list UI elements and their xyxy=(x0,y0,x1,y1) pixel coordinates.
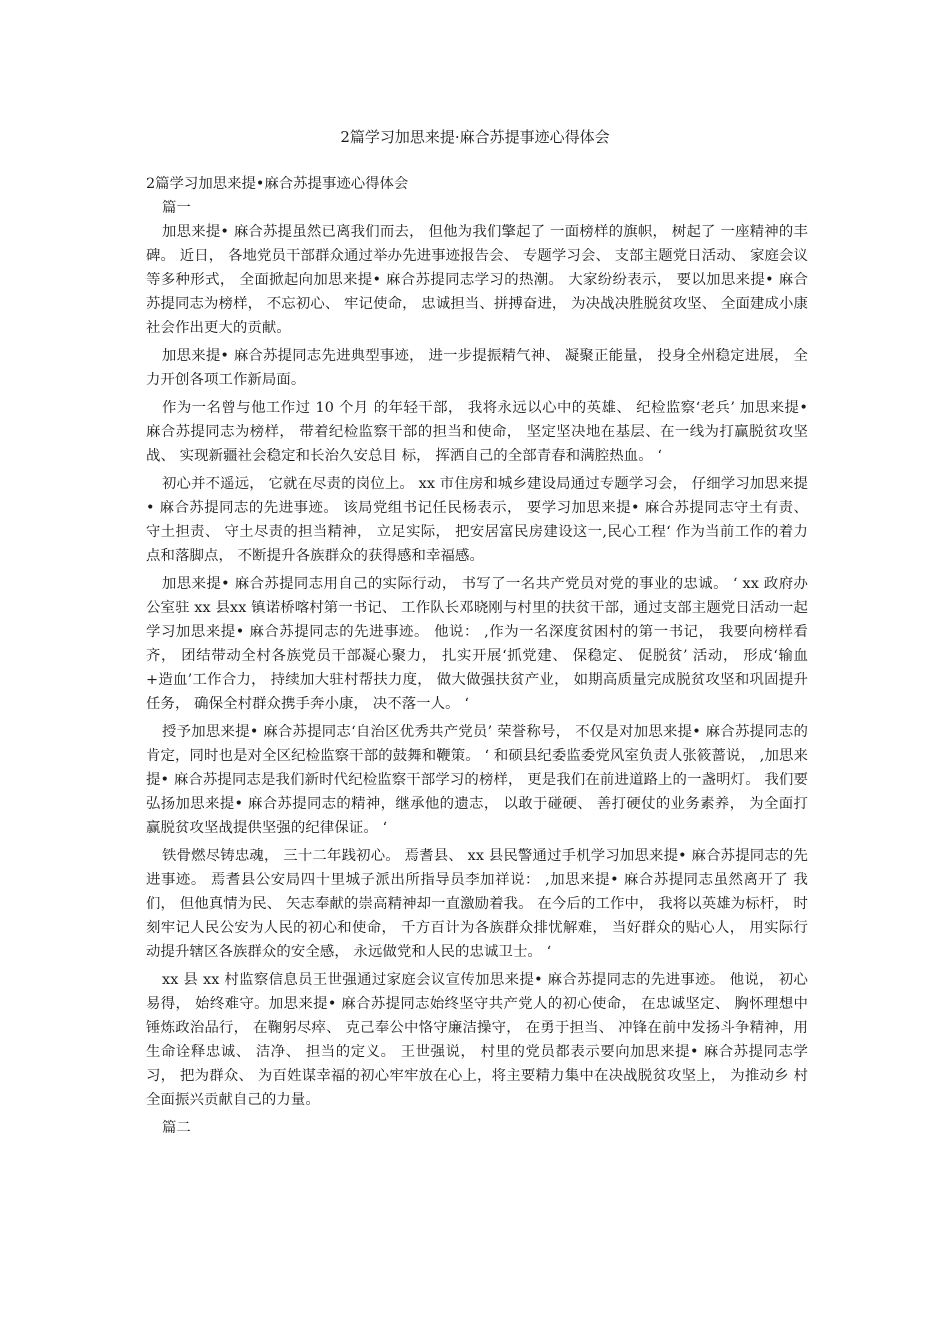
page-title: 2篇学习加思来提·麻合苏提事迹心得体会 xyxy=(340,128,610,146)
paragraph: 加思来提• 麻合苏提同志用自己的实际行动， 书写了一名共产党员对党的事业的忠诚。 ‘ xx 政府办公室驻 xx 县xx 镇诺桥喀村第一书记、 工作队长邓晓刚与村里的扶贫干部，通过支部主题党日活动一起学习加思来提• 麻合苏提同志的先进事迹。 他说： ,作为一名深度贫困村的第一书记， 我要向榜样看齐， 团结带动全村各族党员干部凝心聚力， 扎实开展‘抓党建、 保稳定、 促脱贫’ 活动， 形成‘输血+造血’工作合力， 持续加大驻村帮扶力度， 做大做强扶贫产业， 如期高质量完成脱贫攻坚和巩固提升任务， 确保全村群众携手奔小康， 决不落一人。 ‘ xyxy=(146,576,808,712)
paragraph: 加思来提• 麻合苏提同志先进典型事迹， 进一步提振精气神、 凝聚正能量， 投身全州稳定进展， 全力开创各项工作新局面。 xyxy=(146,348,808,388)
paragraph: 铁骨燃尽铸忠魂， 三十二年践初心。 焉耆县、 xx 县民警通过手机学习加思来提• 麻合苏提同志的先进事迹。 焉耆县公安局四十里城子派出所指导员李加祥说： ,加思来提• 麻合苏提同志虽然离开了 我们， 但他真情为民、 矢志奉献的崇高精神却一直激励着我。 在今后的工作中， 我将以英雄为标杆， 时刻牢记人民公安为人民的初心和使命， 千方百计为各族群众排忧解难， 当好群众的贴心人， 用实际行动提升辖区各族群众的安全感， 永远做党和人民的忠诚卫士。 ‘ xyxy=(146,848,808,960)
paragraph: 作为一名曾与他工作过 10 个月 的年轻干部， 我将永远以心中的英雄、 纪检监察‘老兵’ 加思来提• 麻合苏提同志为榜样， 带着纪检监察干部的担当和使命， 坚定坚决地在基层、在一线为打赢脱贫攻坚战、 实现新疆社会稳定和长治久安总目 标， 挥洒自己的全部青春和满腔热血。 ‘ xyxy=(146,400,808,464)
document-subtitle: 2篇学习加思来提•麻合苏提事迹心得体会 xyxy=(146,176,409,192)
section-label-one: 篇一 xyxy=(162,200,191,216)
document-body xyxy=(146,172,808,1140)
section-label-two: 篇二 xyxy=(162,1120,191,1136)
paragraph: 初心并不遥远， 它就在尽责的岗位上。 xx 市住房和城乡建设局通过专题学习会， 仔细学习加思来提• 麻合苏提同志的先进事迹。 该局党组书记任民杨表示， 要学习加思来提• 麻合苏提同志守土有责、 守土担责、 守土尽责的担当精神， 立足实际， 把安居富民房建设这一,民心工程‘ 作为当前工作的着力点和落脚点， 不断提升各族群众的获得感和幸福感。 xyxy=(146,476,808,564)
paragraph: 加思来提• 麻合苏提虽然已离我们而去， 但他为我们擎起了 一面榜样的旗帜， 树起了 一座精神的丰碑。 近日， 各地党员干部群众通过举办先进事迹报告会、 专题学习会、 支部主题党日活动、 家庭会议等多种形式， 全面掀起向加思来提• 麻合苏提同志学习的热潮。 大家纷纷表示， 要以加思来提• 麻合苏提同志为榜样， 不忘初心、 牢记使命， 忠诚担当、拼搏奋进， 为决战决胜脱贫攻坚、 全面建成小康社会作出更大的贡献。 xyxy=(146,224,808,336)
paragraph: 授予加思来提• 麻合苏提同志‘自治区优秀共产党员’ 荣誉称号， 不仅是对加思来提• 麻合苏提同志的肯定，同时也是对全区纪检监察干部的鼓舞和鞭策。 ‘ 和硕县纪委监委党风室负责人张筱蔷说， ,加思来提• 麻合苏提同志是我们新时代纪检监察干部学习的榜样， 更是我们在前进道路上的一盏明灯。 我们要弘扬加思来提• 麻合苏提同志的精神，继承他的遗志， 以敢于碰硬、 善打硬仗的业务素养， 为全面打赢脱贫攻坚战提供坚强的纪律保证。 ‘ xyxy=(146,724,808,836)
paragraph: xx 县 xx 村监察信息员王世强通过家庭会议宣传加思来提• 麻合苏提同志的先进事迹。 他说， 初心易得， 始终难守。加思来提• 麻合苏提同志始终坚守共产党人的初心使命， 在忠诚坚定、 胸怀理想中锤炼政治品行， 在鞠躬尽瘁、 克己奉公中恪守廉洁操守， 在勇于担当、 冲锋在前中发扬斗争精神，用生命诠释忠诚、 洁净、 担当的定义。 王世强说， 村里的党员都表示要向加思来提• 麻合苏提同志学习， 把为群众、 为百姓谋幸福的初心牢牢放在心上，将主要精力集中在决战脱贫攻坚上， 为推动乡 村全面振兴贡献自己的力量。 xyxy=(146,972,808,1108)
